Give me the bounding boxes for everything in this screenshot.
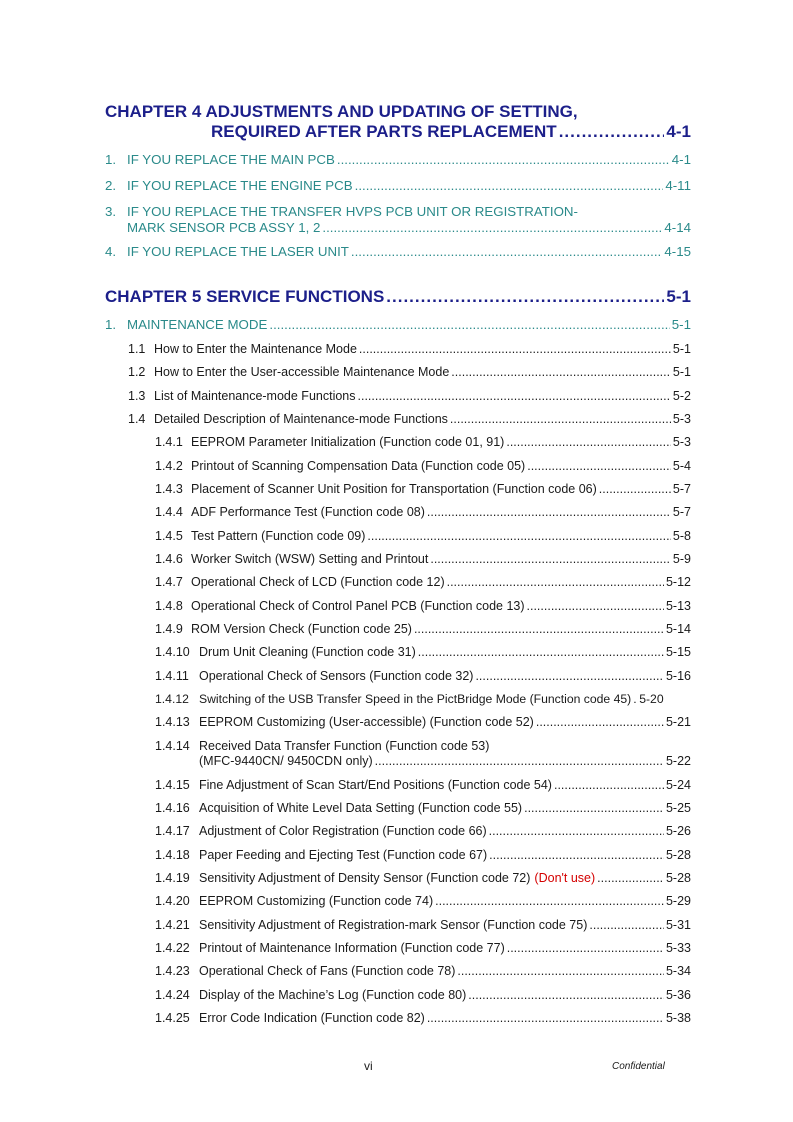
toc-entry[interactable] <box>155 599 691 614</box>
entry-number: 4. <box>105 244 117 259</box>
entry-page: 5-20 <box>639 692 664 706</box>
entry-title: Display of the Machine’s Log (Function code 80) <box>199 988 467 1002</box>
toc-entry[interactable] <box>155 482 691 497</box>
entry-title: Sensitivity Adjustment of Density Sensor (Function code 72) <box>199 871 531 885</box>
chapter-4-heading[interactable] <box>105 102 691 142</box>
entry-number: 1.4.16 <box>155 801 190 815</box>
toc-entry[interactable] <box>155 435 691 450</box>
entry-number: 3. <box>105 204 117 219</box>
entry-page: 5-1 <box>672 342 691 356</box>
toc-entry[interactable] <box>155 529 691 544</box>
entry-page: 5-38 <box>665 1011 691 1025</box>
toc-entry[interactable] <box>105 244 691 259</box>
entry-title: How to Enter the User-accessible Maintenance Mode <box>154 365 450 379</box>
toc-entry[interactable] <box>128 365 691 380</box>
toc-entry[interactable] <box>128 412 691 427</box>
entry-title: List of Maintenance-mode Functions <box>154 389 356 403</box>
toc-entry[interactable] <box>128 342 691 357</box>
entry-page: 4-11 <box>665 178 691 193</box>
entry-number: 1.4.12 <box>155 692 189 706</box>
entry-title-cont: (MFC-9440CN/ 9450CDN only) <box>199 754 373 768</box>
entry-number: 1.4.10 <box>155 645 190 659</box>
entry-page: 5-16 <box>665 669 691 683</box>
entry-page: 5-33 <box>665 941 691 955</box>
entry-page: 5-4 <box>672 459 691 473</box>
dont-use-warning: (Don't use) <box>534 871 596 885</box>
toc-entry[interactable] <box>155 964 691 979</box>
entry-page: 5-21 <box>665 715 691 729</box>
toc-entry[interactable] <box>105 317 691 332</box>
entry-number: 1.4.13 <box>155 715 190 729</box>
entry-title: Test Pattern (Function code 09) <box>191 529 366 543</box>
entry-page: 5-3 <box>672 435 691 449</box>
toc-entry[interactable] <box>155 988 691 1003</box>
toc-entry[interactable] <box>155 669 691 684</box>
chapter-5-title: CHAPTER 5 SERVICE FUNCTIONS <box>105 287 385 306</box>
entry-page: 5-34 <box>665 964 691 978</box>
chapter-4-title-line1: CHAPTER 4 ADJUSTMENTS AND UPDATING OF SETTING, <box>105 102 578 121</box>
entry-title: How to Enter the Maintenance Mode <box>154 342 357 356</box>
entry-title: Acquisition of White Level Data Setting (Function code 55) <box>199 801 523 815</box>
chapter-5-page: 5-1 <box>666 287 691 306</box>
toc-entry[interactable] <box>155 575 691 590</box>
entry-title: Worker Switch (WSW) Setting and Printout <box>191 552 429 566</box>
entry-number: 1.4.15 <box>155 778 190 792</box>
entry-title: Switching of the USB Transfer Speed in the PictBridge Mode (Function code 45) <box>199 692 632 706</box>
entry-title: Drum Unit Cleaning (Function code 31) <box>199 645 416 659</box>
entry-page: 5-31 <box>665 918 691 932</box>
entry-number: 1.4.8 <box>155 599 183 613</box>
toc-entry[interactable] <box>155 645 691 660</box>
entry-number: 1.4.9 <box>155 622 183 636</box>
entry-number: 1.1 <box>128 342 146 356</box>
entry-page: 5-9 <box>672 552 691 566</box>
entry-number: 1.4.11 <box>155 669 189 683</box>
toc-entry[interactable] <box>155 715 691 730</box>
entry-title: Placement of Scanner Unit Position for Transportation (Function code 06) <box>191 482 597 496</box>
entry-number: 1.4.5 <box>155 529 183 543</box>
toc-entry[interactable] <box>155 692 691 707</box>
toc-entry[interactable] <box>155 459 691 474</box>
entry-title: Operational Check of Sensors (Function code 32) <box>199 669 474 683</box>
entry-page: 5-3 <box>672 412 691 426</box>
entry-page: 5-14 <box>665 622 691 636</box>
entry-title: Error Code Indication (Function code 82) <box>199 1011 425 1025</box>
chapter-4-title-line2: REQUIRED AFTER PARTS REPLACEMENT <box>211 122 557 141</box>
entry-title: Sensitivity Adjustment of Registration-mark Sensor (Function code 75) <box>199 918 588 932</box>
page-number: vi <box>364 1059 373 1073</box>
entry-page: 5-12 <box>665 575 691 589</box>
entry-page: 5-24 <box>665 778 691 792</box>
toc-entry[interactable] <box>155 894 691 909</box>
entry-title: Paper Feeding and Ejecting Test (Function code 67) <box>199 848 488 862</box>
entry-number: 1.4.21 <box>155 918 190 932</box>
entry-page: 5-2 <box>672 389 691 403</box>
toc-entry[interactable] <box>155 505 691 520</box>
toc-entry[interactable] <box>155 824 691 839</box>
entry-number: 1.3 <box>128 389 146 403</box>
entry-number: 1.4.2 <box>155 459 183 473</box>
entry-title: Adjustment of Color Registration (Function code 66) <box>199 824 487 838</box>
entry-page: 5-28 <box>665 848 691 862</box>
chapter-4-page: 4-1 <box>666 122 691 141</box>
entry-page: 5-8 <box>672 529 691 543</box>
entry-number: 1.4.25 <box>155 1011 190 1025</box>
toc-entry[interactable] <box>105 152 691 167</box>
entry-title: MAINTENANCE MODE <box>127 317 268 332</box>
entry-number: 1. <box>105 317 117 332</box>
entry-number: 1.4.4 <box>155 505 183 519</box>
entry-number: 1.4.22 <box>155 941 190 955</box>
entry-title: Operational Check of LCD (Function code 12) <box>191 575 445 589</box>
entry-page: 5-29 <box>665 894 691 908</box>
entry-number: 1.4.7 <box>155 575 183 589</box>
entry-number: 1.4 <box>128 412 146 426</box>
entry-page: 5-1 <box>671 317 691 332</box>
toc-entry[interactable] <box>128 389 691 404</box>
entry-page: 5-28 <box>665 871 691 885</box>
entry-title: IF YOU REPLACE THE LASER UNIT <box>127 244 349 259</box>
toc-entry[interactable] <box>155 622 691 637</box>
entry-page: 5-36 <box>665 988 691 1002</box>
entry-title: Printout of Maintenance Information (Function code 77) <box>199 941 505 955</box>
entry-title: EEPROM Parameter Initialization (Function code 01, 91) <box>191 435 505 449</box>
entry-number: 1.4.1 <box>155 435 183 449</box>
entry-number: 1.4.19 <box>155 871 190 885</box>
toc-entry[interactable] <box>105 178 691 193</box>
entry-number: 1.4.18 <box>155 848 190 862</box>
entry-number: 1.4.20 <box>155 894 190 908</box>
entry-page: 5-1 <box>672 365 691 379</box>
toc-entry[interactable] <box>155 871 691 886</box>
entry-number: 1.2 <box>128 365 146 379</box>
entry-page: 5-26 <box>665 824 691 838</box>
entry-page: 5-22 <box>665 754 691 768</box>
entry-page: 4-15 <box>664 244 691 259</box>
entry-title: ROM Version Check (Function code 25) <box>191 622 412 636</box>
toc-entry[interactable] <box>105 204 691 236</box>
entry-title: Printout of Scanning Compensation Data (Function code 05) <box>191 459 526 473</box>
entry-page: 5-7 <box>672 505 691 519</box>
entry-title: IF YOU REPLACE THE MAIN PCB <box>127 152 335 167</box>
entry-title: ADF Performance Test (Function code 08) <box>191 505 425 519</box>
entry-number: 1.4.14 <box>155 739 190 753</box>
entry-page: 5-13 <box>665 599 691 613</box>
entry-page: 5-15 <box>665 645 691 659</box>
entry-page: 4-14 <box>664 220 691 235</box>
entry-number: 1.4.6 <box>155 552 183 566</box>
confidential-label: Confidential <box>612 1061 665 1072</box>
entry-title: EEPROM Customizing (User-accessible) (Function code 52) <box>199 715 534 729</box>
toc-entry[interactable] <box>155 848 691 863</box>
entry-title: Fine Adjustment of Scan Start/End Positions (Function code 54) <box>199 778 552 792</box>
entry-number: 1.4.24 <box>155 988 190 1002</box>
toc-entry[interactable] <box>155 918 691 933</box>
entry-title: Received Data Transfer Function (Function code 53) <box>199 739 490 753</box>
entry-page: 4-1 <box>671 152 691 167</box>
entry-title: EEPROM Customizing (Function code 74) <box>199 894 434 908</box>
entry-title-cont: MARK SENSOR PCB ASSY 1, 2 <box>127 220 321 235</box>
entry-number: 1. <box>105 152 117 167</box>
entry-page: 5-7 <box>672 482 691 496</box>
toc-entry[interactable] <box>155 941 691 956</box>
entry-number: 2. <box>105 178 117 193</box>
entry-number: 1.4.3 <box>155 482 183 496</box>
toc-entry[interactable] <box>155 778 691 793</box>
entry-number: 1.4.23 <box>155 964 190 978</box>
entry-title: IF YOU REPLACE THE ENGINE PCB <box>127 178 353 193</box>
chapter-5-heading[interactable] <box>105 287 691 307</box>
toc-entry[interactable] <box>155 739 691 769</box>
entry-title: Operational Check of Control Panel PCB (Function code 13) <box>191 599 525 613</box>
toc-entry[interactable] <box>155 801 691 816</box>
toc-entry[interactable] <box>155 1011 691 1026</box>
entry-number: 1.4.17 <box>155 824 190 838</box>
entry-title: Detailed Description of Maintenance-mode Functions <box>154 412 448 426</box>
entry-title: IF YOU REPLACE THE TRANSFER HVPS PCB UNIT OR REGISTRATION- <box>127 204 578 219</box>
toc-entry[interactable] <box>155 552 691 567</box>
entry-title: Operational Check of Fans (Function code 78) <box>199 964 456 978</box>
entry-page: 5-25 <box>665 801 691 815</box>
